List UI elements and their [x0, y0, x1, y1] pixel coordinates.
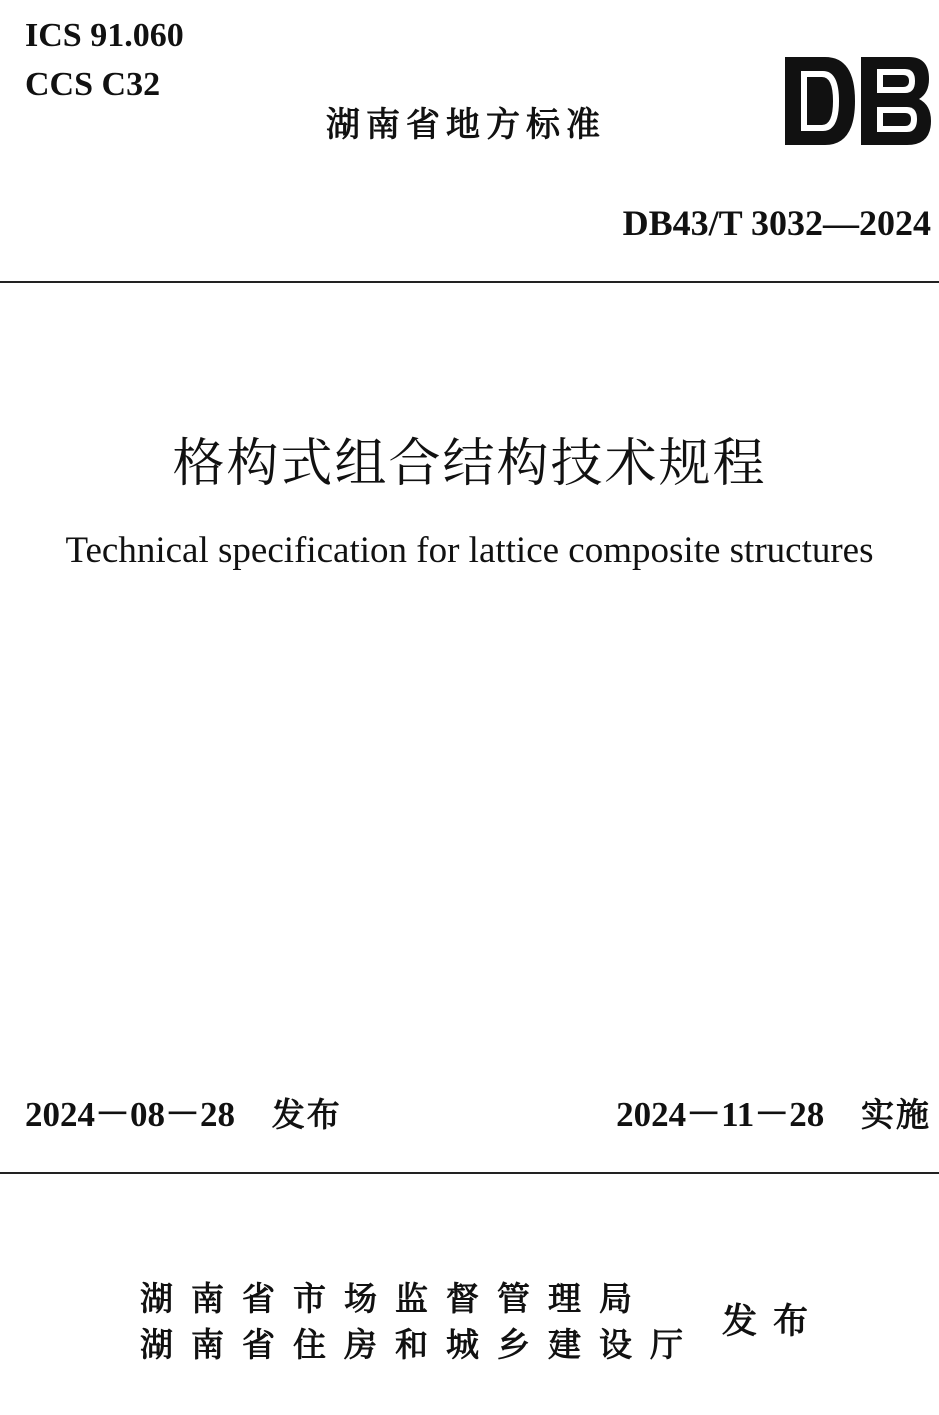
ics-code: ICS 91.060 [25, 17, 184, 54]
release-date-line [25, 1097, 342, 1132]
db-logo-icon [781, 55, 933, 147]
bottom-divider [0, 1172, 939, 1174]
implement-date-line [616, 1097, 931, 1132]
top-divider [0, 281, 939, 283]
document-title-english: Technical specification for lattice composite structures [65, 530, 874, 571]
document-title-chinese: 格构式组合结构技术规程 [172, 434, 767, 494]
standard-code: DB43/T 3032—2024 [622, 203, 931, 243]
implement-date: 2024－11－28 [616, 1095, 825, 1134]
ccs-code: CCS C32 [25, 66, 161, 103]
release-label: 发布 [271, 1095, 342, 1134]
issuer-housing-construction: 湖南省住房和城乡建设厅 [140, 1325, 701, 1364]
release-date: 2024－08－28 [25, 1095, 236, 1134]
implement-label: 实施 [861, 1095, 931, 1134]
issuer-market-regulation: 湖南省市场监督管理局 [140, 1279, 650, 1318]
standard-level: 湖南省地方标准 [326, 105, 606, 145]
issue-action: 发布 [722, 1302, 825, 1342]
